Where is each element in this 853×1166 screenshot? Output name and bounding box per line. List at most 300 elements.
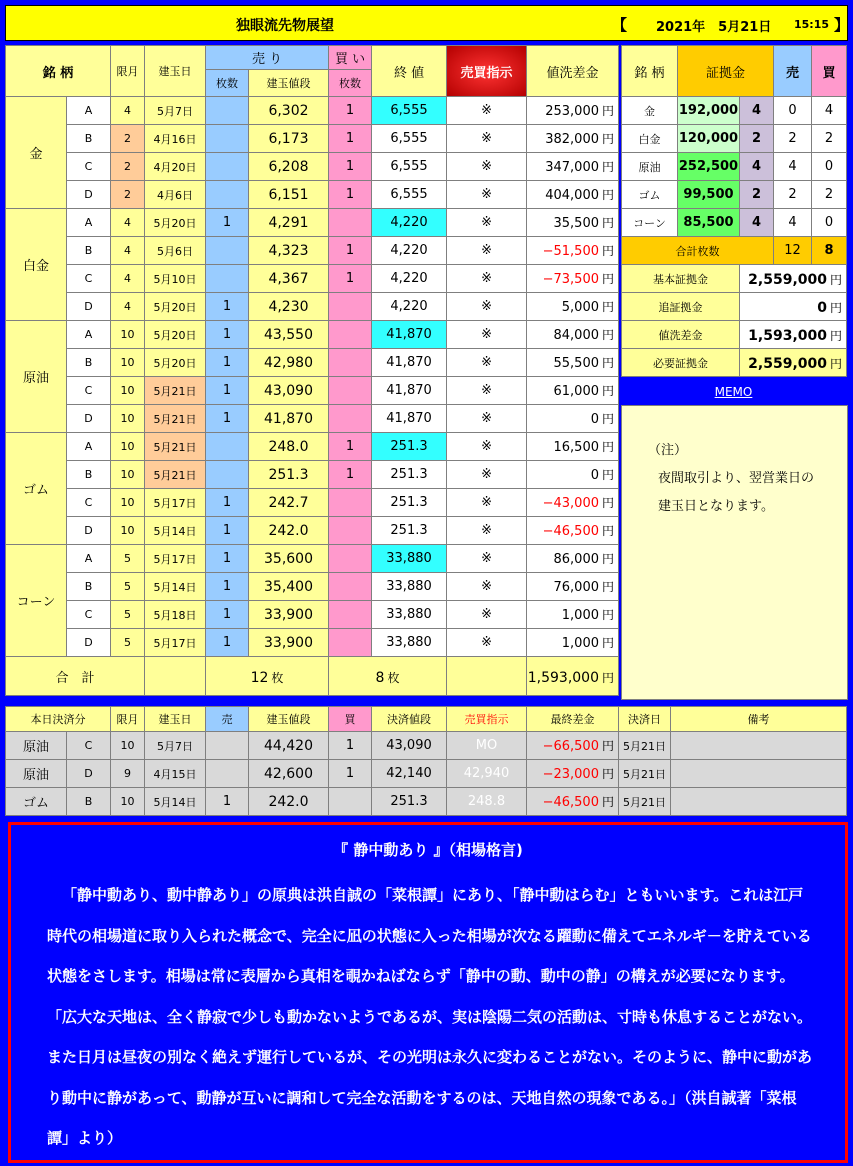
settle-header-settle-price: 決済値段 [372,707,447,732]
price-cell: 251.3 [249,461,329,489]
sell-count-cell [206,97,249,125]
diff-cell [527,405,619,433]
settle-diff-value: −23,000 [542,767,599,782]
col-header-sell: 売 り [206,46,329,70]
margin-header-margin: 証拠金 [678,46,774,97]
order-cell[interactable]: ※ [447,349,527,377]
buy-count-cell [329,321,372,349]
sell-count-cell: 1 [206,573,249,601]
col-header-date: 建玉日 [145,46,206,97]
diff-cell [527,125,619,153]
total-sell [206,657,329,696]
month-cell: 5 [111,601,145,629]
grade-cell: C [67,601,111,629]
grade-cell: D [67,517,111,545]
margin-table [621,45,847,377]
buy-count-cell [329,601,372,629]
order-cell[interactable]: ※ [447,321,527,349]
settle-header-sell: 売 [206,707,249,732]
diff-value: −51,500 [542,244,599,259]
settle-month: 10 [111,788,145,816]
month-cell: 5 [111,545,145,573]
yen-unit: 円 [602,244,615,258]
close-cell: 251.3 [372,433,447,461]
summary-yen: 円 [830,301,843,315]
total-sell-value: 12 [250,669,269,686]
yen-unit: 円 [602,160,615,174]
margin-row-ratio: 4 [740,97,774,125]
settlement-table [5,706,847,816]
settle-header-note: 備考 [671,707,847,732]
month-cell: 10 [111,489,145,517]
close-cell: 33,880 [372,545,447,573]
diff-value: 5,000 [561,300,599,315]
close-cell: 41,870 [372,321,447,349]
close-cell: 41,870 [372,377,447,405]
page-title: 独眼流先物展望 [236,18,334,34]
total-diff-unit: 円 [602,670,615,685]
order-cell[interactable]: ※ [447,461,527,489]
month-cell: 4 [111,265,145,293]
settle-buy [329,788,372,816]
price-cell: 242.0 [249,517,329,545]
settle-date: 5月7日 [145,732,206,760]
sell-count-cell [206,153,249,181]
order-cell[interactable]: ※ [447,433,527,461]
margin-header-sell: 売 [774,46,812,97]
diff-value: 86,000 [553,552,599,567]
price-cell: 4,291 [249,209,329,237]
quote-title: 『 静中動あり 』（相場格言) [333,841,523,859]
total-spacer [447,657,527,696]
margin-row-buy: 4 [812,97,847,125]
month-cell: 5 [111,629,145,657]
col-header-buy-count: 枚数 [329,70,372,97]
margin-row-name: 金 [622,97,678,125]
total-diff [527,657,619,696]
order-cell[interactable]: ※ [447,293,527,321]
col-header-diff: 値洗差金 [527,46,619,97]
buy-count-cell [329,209,372,237]
sell-count-cell [206,125,249,153]
order-cell[interactable]: ※ [447,517,527,545]
diff-value: 404,000 [545,188,599,203]
margin-row-sell: 2 [774,181,812,209]
buy-count-cell: 1 [329,265,372,293]
diff-cell [527,237,619,265]
grade-cell: C [67,265,111,293]
grade-cell: B [67,573,111,601]
date-cell: 5月20日 [145,293,206,321]
price-cell: 6,208 [249,153,329,181]
month-cell: 5 [111,573,145,601]
month-cell: 10 [111,461,145,489]
margin-row-value: 99,500 [678,181,740,209]
settle-sell: 1 [206,788,249,816]
date-cell: 5月20日 [145,321,206,349]
buy-count-cell [329,573,372,601]
date-cell: 5月18日 [145,601,206,629]
buy-count-cell: 1 [329,125,372,153]
sell-count-cell [206,433,249,461]
close-cell: 4,220 [372,237,447,265]
diff-value: 76,000 [553,580,599,595]
memo-link[interactable]: MEMO [714,385,753,399]
settle-buy: 1 [329,732,372,760]
settle-note [671,732,847,760]
close-cell: 33,880 [372,573,447,601]
commodity-name: ゴム [6,433,67,545]
date-cell: 5月21日 [145,461,206,489]
price-cell: 41,870 [249,405,329,433]
month-cell: 10 [111,349,145,377]
close-cell: 251.3 [372,461,447,489]
settle-header-label: 本日決済分 [6,707,111,732]
date-cell: 5月20日 [145,209,206,237]
settle-diff-value: −66,500 [542,739,599,754]
settle-order: 248.8 [447,788,527,816]
grade-cell: A [67,209,111,237]
buy-count-cell: 1 [329,153,372,181]
grade-cell: B [67,125,111,153]
margin-row-buy: 0 [812,153,847,181]
margin-row-buy: 2 [812,125,847,153]
diff-value: 1,000 [561,636,599,651]
grade-cell: B [67,237,111,265]
settle-settle-date: 5月21日 [619,788,671,816]
settle-grade: D [67,760,111,788]
settle-month: 10 [111,732,145,760]
settle-settle-date: 5月21日 [619,732,671,760]
margin-row-ratio: 2 [740,181,774,209]
commodity-name: 金 [6,97,67,209]
summary-value [740,321,847,349]
order-cell[interactable]: ※ [447,209,527,237]
diff-cell [527,293,619,321]
settle-settle-date: 5月21日 [619,760,671,788]
sell-count-cell: 1 [206,601,249,629]
order-cell[interactable]: ※ [447,237,527,265]
order-cell[interactable]: ※ [447,629,527,657]
diff-cell [527,181,619,209]
margin-row-value: 85,500 [678,209,740,237]
memo-line: 建玉日となります。 [658,499,774,514]
grade-cell: B [67,349,111,377]
settle-settle-price: 251.3 [372,788,447,816]
price-cell: 242.7 [249,489,329,517]
price-cell: 35,600 [249,545,329,573]
yen-unit: 円 [602,216,615,230]
sell-count-cell: 1 [206,293,249,321]
col-header-month: 限月 [111,46,145,97]
commodity-name: コーン [6,545,67,657]
settle-header-order: 売買指示 [447,707,527,732]
margin-header-name: 銘 柄 [622,46,678,97]
sell-count-cell: 1 [206,489,249,517]
sell-count-cell: 1 [206,377,249,405]
memo-box [621,405,848,700]
settle-diff-yen: 円 [601,739,614,753]
buy-count-cell: 1 [329,97,372,125]
margin-row-buy: 2 [812,181,847,209]
month-cell: 2 [111,125,145,153]
summary-yen: 円 [830,273,843,287]
order-cell[interactable]: ※ [447,181,527,209]
diff-value: 253,000 [545,104,599,119]
diff-value: 55,500 [553,356,599,371]
order-cell[interactable]: ※ [447,125,527,153]
order-cell[interactable]: ※ [447,377,527,405]
diff-value: 84,000 [553,328,599,343]
settle-name: 原油 [6,732,67,760]
settle-diff-value: −46,500 [542,795,599,810]
settle-price: 44,420 [249,732,329,760]
yen-unit: 円 [602,468,615,482]
commodity-name: 白金 [6,209,67,321]
quote-box [8,822,848,1163]
price-cell: 42,980 [249,349,329,377]
order-cell[interactable]: ※ [447,97,527,125]
diff-cell [527,349,619,377]
summary-amount: 1,593,000 [748,328,827,344]
grade-cell: A [67,97,111,125]
sell-count-cell: 1 [206,209,249,237]
diff-value: −73,500 [542,272,599,287]
buy-count-cell [329,489,372,517]
order-cell[interactable]: ※ [447,489,527,517]
total-diff-value: 1,593,000 [527,669,599,686]
order-cell[interactable]: ※ [447,545,527,573]
diff-cell [527,489,619,517]
yen-unit: 円 [602,356,615,370]
month-cell: 4 [111,97,145,125]
margin-row-name: 原油 [622,153,678,181]
summary-yen: 円 [830,357,843,371]
col-header-order: 売買指示 [447,46,527,97]
buy-count-cell [329,377,372,405]
summary-label: 基本証拠金 [622,265,740,293]
month-cell: 2 [111,181,145,209]
close-cell: 251.3 [372,489,447,517]
summary-yen: 円 [830,329,843,343]
settle-month: 9 [111,760,145,788]
buy-count-cell [329,517,372,545]
order-cell[interactable]: ※ [447,601,527,629]
close-cell: 6,555 [372,97,447,125]
buy-count-cell [329,349,372,377]
yen-unit: 円 [602,608,615,622]
commodity-name: 原油 [6,321,67,433]
margin-row-sell: 4 [774,153,812,181]
settle-header-date: 建玉日 [145,707,206,732]
date-cell: 5月21日 [145,433,206,461]
month-cell: 4 [111,293,145,321]
settle-grade: B [67,788,111,816]
diff-cell [527,517,619,545]
col-header-close: 終 値 [372,46,447,97]
close-cell: 41,870 [372,349,447,377]
yen-unit: 円 [602,272,615,286]
month-cell: 10 [111,321,145,349]
close-cell: 41,870 [372,405,447,433]
grade-cell: C [67,377,111,405]
diff-cell [527,153,619,181]
settle-sell [206,732,249,760]
price-cell: 6,151 [249,181,329,209]
yen-unit: 円 [602,412,615,426]
diff-value: 16,500 [553,440,599,455]
grade-cell: A [67,545,111,573]
settle-settle-price: 43,090 [372,732,447,760]
margin-row-ratio: 4 [740,153,774,181]
order-cell[interactable]: ※ [447,573,527,601]
sell-count-cell: 1 [206,349,249,377]
diff-value: 61,000 [553,384,599,399]
price-cell: 4,323 [249,237,329,265]
yen-unit: 円 [602,300,615,314]
buy-count-cell: 1 [329,181,372,209]
page-header [5,5,848,41]
grade-cell: D [67,405,111,433]
margin-header-buy: 買 [812,46,847,97]
summary-amount: 2,559,000 [748,272,827,288]
sell-count-cell [206,237,249,265]
settle-sell [206,760,249,788]
date-cell: 5月14日 [145,517,206,545]
diff-cell [527,265,619,293]
settle-diff [527,788,619,816]
yen-unit: 円 [602,328,615,342]
summary-amount: 2,559,000 [748,356,827,372]
report-time: 15:15 [794,18,830,31]
summary-label: 必要証拠金 [622,349,740,377]
settle-diff [527,732,619,760]
price-cell: 4,367 [249,265,329,293]
price-cell: 43,550 [249,321,329,349]
close-cell: 6,555 [372,181,447,209]
order-cell[interactable]: ※ [447,153,527,181]
settle-header-settle-date: 決済日 [619,707,671,732]
date-cell: 5月10日 [145,265,206,293]
settle-diff-yen: 円 [601,767,614,781]
date-cell: 4月20日 [145,153,206,181]
sell-count-cell [206,461,249,489]
yen-unit: 円 [602,636,615,650]
bracket-left: 【 [612,16,628,34]
margin-total-label: 合計枚数 [622,237,774,265]
grade-cell: A [67,433,111,461]
date-cell: 5月17日 [145,629,206,657]
month-cell: 4 [111,237,145,265]
margin-row-buy: 0 [812,209,847,237]
close-cell: 4,220 [372,209,447,237]
margin-row-value: 120,000 [678,125,740,153]
order-cell[interactable]: ※ [447,265,527,293]
total-buy-unit: 枚 [387,670,400,685]
col-header-name: 銘 柄 [6,46,111,97]
settle-diff [527,760,619,788]
report-date: 2021年 5月21日 [656,20,772,35]
diff-cell [527,377,619,405]
diff-value: 1,000 [561,608,599,623]
sell-count-cell: 1 [206,517,249,545]
diff-value: 0 [590,412,599,427]
sell-count-cell: 1 [206,405,249,433]
price-cell: 43,090 [249,377,329,405]
yen-unit: 円 [602,384,615,398]
settle-date: 4月15日 [145,760,206,788]
order-cell[interactable]: ※ [447,405,527,433]
close-cell: 33,880 [372,601,447,629]
quote-body: 「静中動あり、動中静あり」の原典は洪自誠の「菜根譚」にあり、「静中動はらむ」ともいいます。これは江戸時代の相場道に取り入られた概念で、完全に凪の状態に入った相場が次なる躍動に備えてエネルギ－を貯えている状態をさします。相場は常に表層から真相を覗かねばならず「静中の動、動中の静」の構えが必要になります。「広大な天地は、全く静寂で少しも動かないようであるが、実は陰陽二気の活動は、寸時も休息することがない。また日月は昼夜の別なく絶えず運行しているが、その光明は永久に変わることがない。そのように、静中に動があり動中に静があって、動静が互いに調和して完全な活動をするのは、天地自然の現象である。」（洪自誠著「菜根譚」より） [47,886,813,1147]
grade-cell: C [67,153,111,181]
sell-count-cell: 1 [206,629,249,657]
yen-unit: 円 [602,440,615,454]
date-cell: 5月20日 [145,349,206,377]
col-header-sell-count: 枚数 [206,70,249,97]
date-cell: 5月21日 [145,377,206,405]
settle-buy: 1 [329,760,372,788]
buy-count-cell: 1 [329,237,372,265]
grade-cell: B [67,461,111,489]
grade-cell: C [67,489,111,517]
bracket-right: 】 [834,16,850,34]
price-cell: 35,400 [249,573,329,601]
settle-name: ゴム [6,788,67,816]
memo-line: 夜間取引より、翌営業日の [658,471,815,486]
date-cell: 5月21日 [145,405,206,433]
total-buy-value: 8 [375,669,385,686]
price-cell: 6,302 [249,97,329,125]
total-sell-unit: 枚 [271,670,284,685]
summary-value [740,265,847,293]
month-cell: 10 [111,517,145,545]
date-cell: 4月6日 [145,181,206,209]
margin-row-sell: 2 [774,125,812,153]
date-cell: 5月7日 [145,97,206,125]
yen-unit: 円 [602,552,615,566]
buy-count-cell [329,405,372,433]
diff-cell [527,545,619,573]
diff-cell [527,97,619,125]
settle-note [671,760,847,788]
yen-unit: 円 [602,496,615,510]
diff-value: −43,000 [542,496,599,511]
date-cell: 5月14日 [145,573,206,601]
margin-row-name: 白金 [622,125,678,153]
diff-cell [527,573,619,601]
diff-value: −46,500 [542,524,599,539]
buy-count-cell: 1 [329,461,372,489]
grade-cell: D [67,181,111,209]
total-label: 合 計 [6,657,145,696]
grade-cell: A [67,321,111,349]
sell-count-cell: 1 [206,545,249,573]
price-cell: 248.0 [249,433,329,461]
yen-unit: 円 [602,524,615,538]
margin-row-sell: 0 [774,97,812,125]
margin-row-name: コーン [622,209,678,237]
summary-label: 追証拠金 [622,293,740,321]
close-cell: 33,880 [372,629,447,657]
date-cell: 5月6日 [145,237,206,265]
settle-grade: C [67,732,111,760]
diff-value: 347,000 [545,160,599,175]
settle-settle-price: 42,140 [372,760,447,788]
total-spacer [145,657,206,696]
settle-price: 42,600 [249,760,329,788]
settle-order: MO [447,732,527,760]
